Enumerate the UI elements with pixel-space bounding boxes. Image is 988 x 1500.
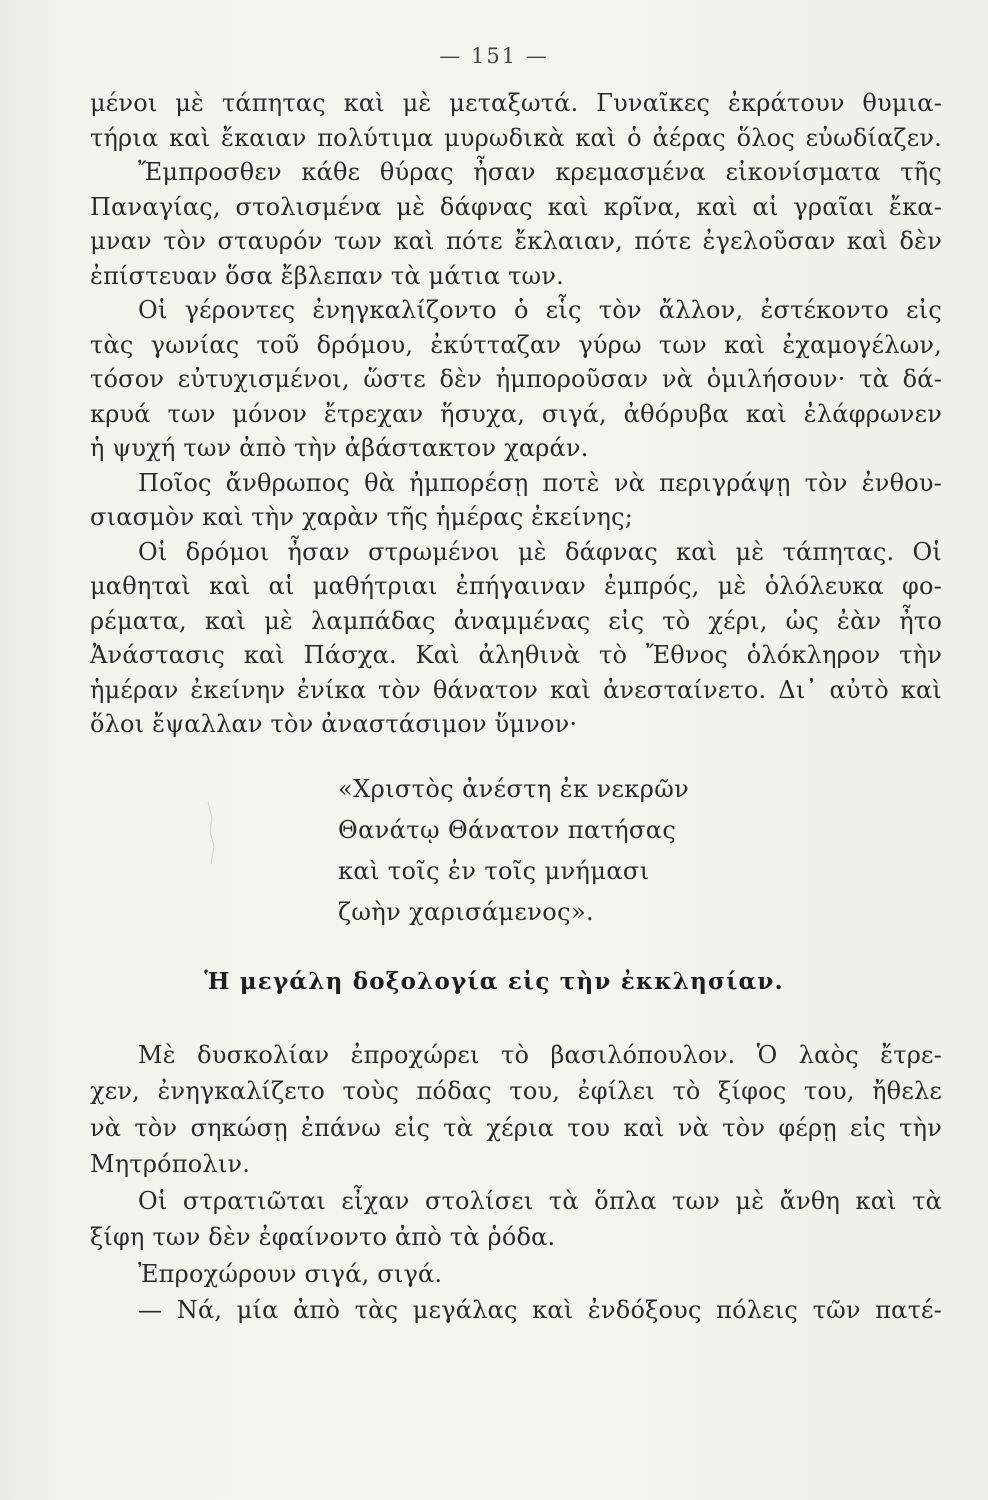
hymn-line: «Χριστὸς ἀνέστη ἐκ νεκρῶν — [338, 774, 690, 803]
text-line: ξίφη των δὲν ἐφαίνοντο ἀπὸ τὰ ῥόδα. — [90, 1223, 556, 1251]
text-line: τὰς γωνίας τοῦ δρόμου, ἐκύτταζαν γύρω των καὶ ἐχαμογέλων, — [90, 330, 942, 359]
text-line: ἡμέραν ἐκείνην ἐνίκα τὸν θάνατον καὶ ἀνεσταίνετο. Δι᾿ αὐτὸ καὶ — [90, 675, 942, 704]
text-line: Μητρόπολιν. — [90, 1150, 251, 1178]
section-heading: Ἡ μεγάλη δοξολογία εἰς τὴν ἐκκλησίαν. — [204, 967, 784, 995]
text-line: μένοι μὲ τάπητας καὶ μὲ μεταξωτά. Γυναῖκες ἐκράτουν θυμια- — [90, 89, 942, 117]
hymn-line: ζωὴν χαρισάμενος». — [338, 897, 595, 926]
text-line: μναν τὸν σταυρόν των καὶ πότε ἔκλαιαν, πότε ἐγελοῦσαν καὶ δὲν — [90, 227, 942, 255]
text-line: ἡ ψυχή των ἀπὸ τὴν ἀβάστακτον χαράν. — [90, 434, 589, 462]
text-line: — Νά, μία ἀπὸ τὰς μεγάλας καὶ ἐνδόξους πόλεις τῶν πατέ- — [138, 1296, 942, 1324]
text-line: νὰ τὸν σηκώσῃ ἐπάνω εἰς τὰ χέρια του καὶ νὰ τὸν φέρῃ εἰς τὴν — [90, 1113, 942, 1142]
text-line: Μὲ δυσκολίαν ἐπροχώρει τὸ βασιλόπουλον. Ὁ λαὸς ἔτρε- — [138, 1040, 942, 1069]
text-line: κρυά των μόνον ἔτρεχαν ἥσυχα, σιγά, ἀθόρυβα καὶ ἐλάφρωνεν — [90, 399, 942, 428]
text-line: Οἱ στρατιῶται εἶχαν στολίσει τὰ ὅπλα των μὲ ἄνθη καὶ τὰ — [138, 1186, 942, 1215]
text-line: Παναγίας, στολισμένα μὲ δάφνας καὶ κρῖνα, καὶ αἱ γραῖαι ἔκα- — [90, 192, 942, 221]
text-line: Οἱ δρόμοι ἦσαν στρωμένοι μὲ δάφνας καὶ μὲ τάπητας. Οἱ — [138, 537, 942, 566]
text-line: τόσον εὐτυχισμένοι, ὥστε δὲν ἠμποροῦσαν νὰ ὁμιλήσουν· τὰ δά- — [90, 365, 942, 393]
text-line: χεν, ἐνηγκαλίζετο τοὺς πόδας του, ἐφίλει τὸ ξίφος του, ἤθελε — [90, 1077, 942, 1105]
text-line: ὅλοι ἔψαλλαν τὸν ἀναστάσιμον ὕμνον· — [90, 710, 578, 738]
page-number: — 151 — — [439, 44, 549, 68]
text-line: σιασμὸν καὶ τὴν χαρὰν τῆς ἡμέρας ἐκείνης; — [90, 503, 633, 531]
text-line: μαθηταὶ καὶ αἱ μαθήτριαι ἐπήγαιναν ἐμπρός, μὲ ὁλόλευκα φο- — [90, 572, 942, 600]
text-line: Ἔμπροσθεν κάθε θύρας ἦσαν κρεμασμένα εἰκονίσματα τῆς — [138, 158, 942, 186]
hymn-line: Θανάτῳ Θάνατον πατήσας — [338, 815, 677, 844]
text-line: Οἱ γέροντες ἐνηγκαλίζοντο ὁ εἷς τὸν ἄλλον, ἐστέκοντο εἰς — [138, 296, 942, 324]
text-line: Ἀνάστασις καὶ Πάσχα. Καὶ ἀληθινὰ τὸ Ἔθνος ὁλόκληρον τὴν — [90, 641, 942, 669]
text-line: Ἐπροχώρουν σιγά, σιγά. — [138, 1259, 443, 1288]
text-line: ἐπίστευαν ὅσα ἔβλεπαν τὰ μάτια των. — [90, 261, 564, 290]
text-line: Ποῖος ἄνθρωπος θὰ ἠμπορέσῃ ποτὲ νὰ περιγράψῃ τὸν ἐνθου- — [138, 468, 942, 497]
text-line: ρέματα, καὶ μὲ λαμπάδας ἀναμμένας εἰς τὸ χέρι, ὡς ἐὰν ἦτο — [90, 606, 942, 635]
paper-mark — [202, 798, 224, 868]
text-line: τήρια καὶ ἔκαιαν πολύτιμα μυρωδικὰ καὶ ὁ ἀέρας ὅλος εὐωδίαζεν. — [90, 123, 942, 152]
hymn-line: καὶ τοῖς ἐν τοῖς μνήμασι — [338, 856, 650, 885]
